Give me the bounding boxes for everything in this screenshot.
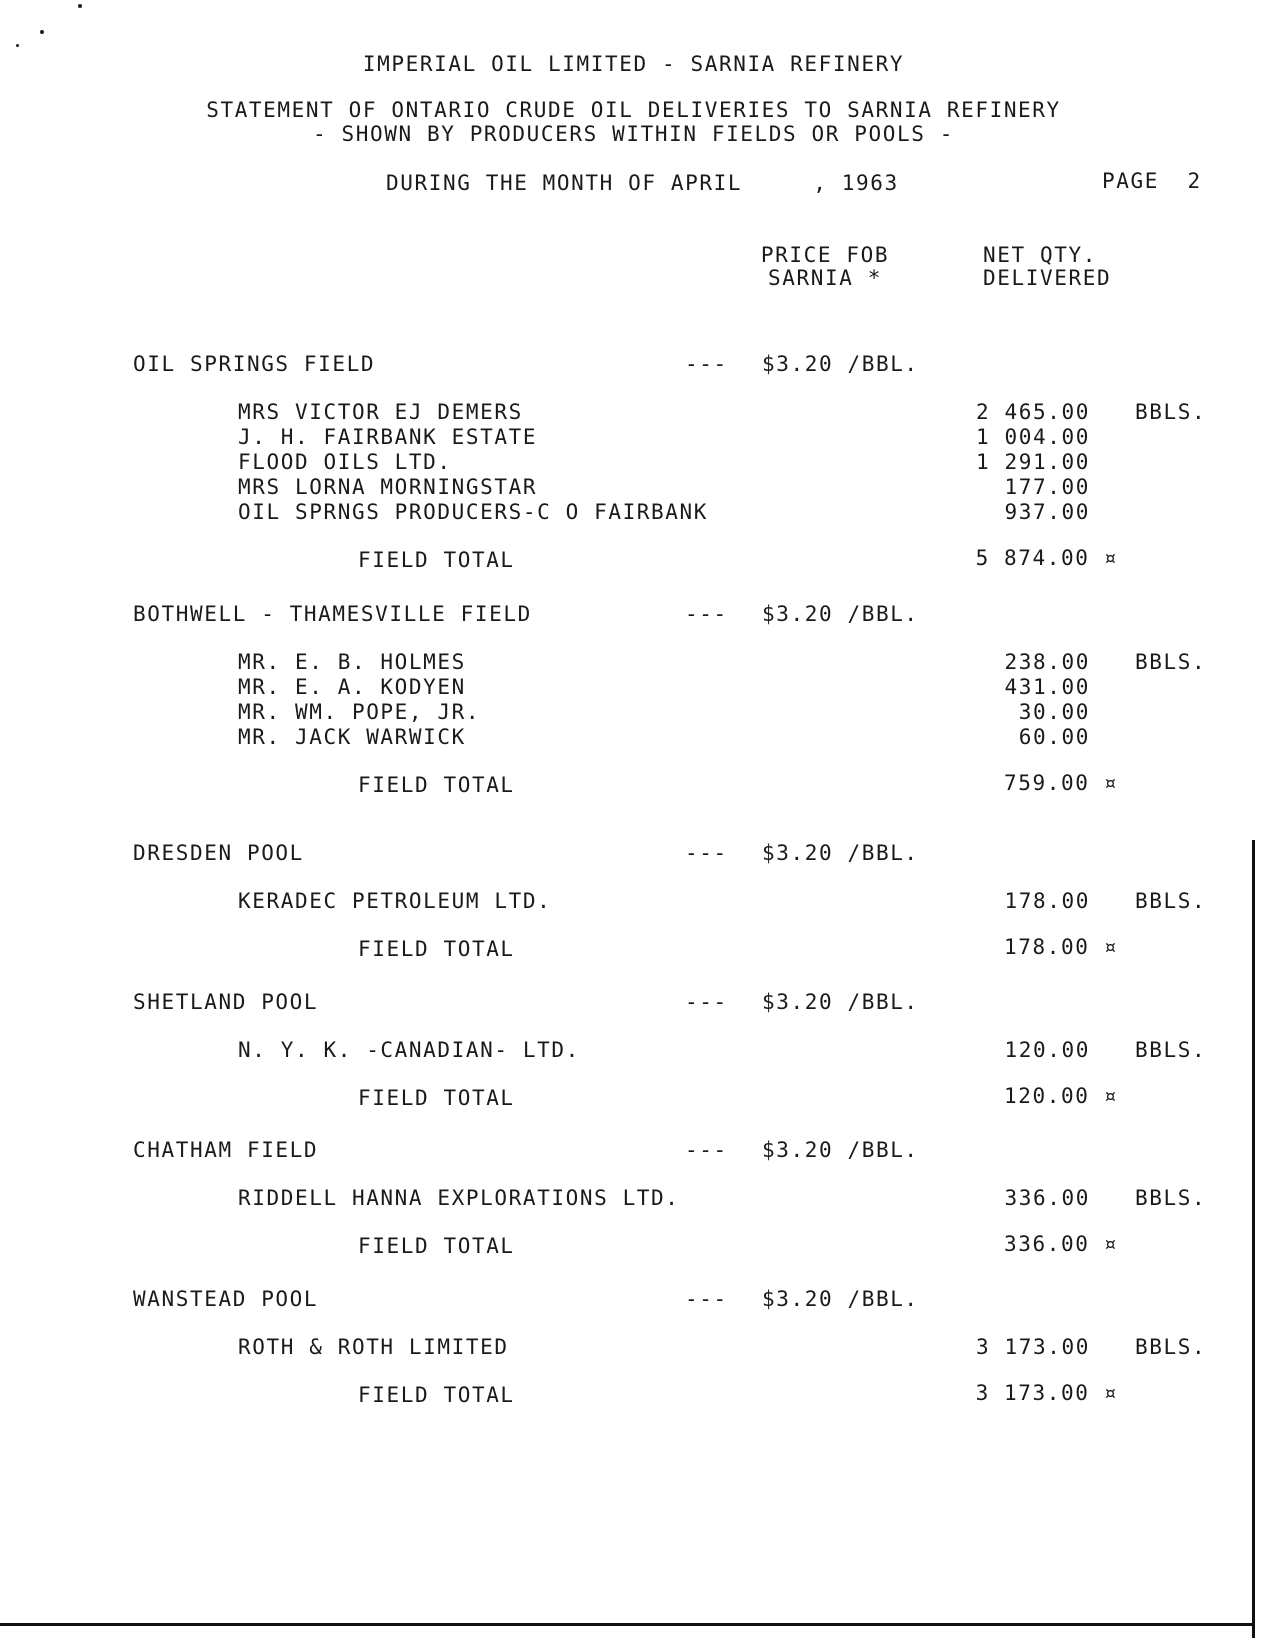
producer-qty: 60.00: [1018, 725, 1090, 749]
field-name: SHETLAND POOL: [133, 990, 319, 1014]
producer-name: J. H. FAIRBANK ESTATE: [238, 425, 538, 449]
producer-qty: 937.00: [1004, 500, 1090, 524]
producer-name: OIL SPRNGS PRODUCERS-C O FAIRBANK: [238, 500, 709, 524]
producer-name: MRS VICTOR EJ DEMERS: [238, 400, 523, 424]
producer-qty: 336.00: [1004, 1186, 1090, 1210]
field-dashes: ---: [685, 841, 728, 865]
producer-name: MR. JACK WARWICK: [238, 725, 466, 749]
reporting-period: DURING THE MONTH OF APRIL , 1963: [386, 171, 899, 195]
producer-qty: 431.00: [1004, 675, 1090, 699]
producer-name: MR. WM. POPE, JR.: [238, 700, 481, 724]
statement-subtitle: - SHOWN BY PRODUCERS WITHIN FIELDS OR POOLS -: [313, 122, 954, 146]
producer-name: FLOOD OILS LTD.: [238, 450, 452, 474]
statement-title: STATEMENT OF ONTARIO CRUDE OIL DELIVERIES TO SARNIA REFINERY: [206, 98, 1061, 122]
price-column-header-line2: SARNIA *: [768, 266, 882, 290]
producer-name: KERADEC PETROLEUM LTD.: [238, 889, 552, 913]
producer-qty: 177.00: [1004, 475, 1090, 499]
field-name: BOTHWELL - THAMESVILLE FIELD: [133, 602, 532, 626]
field-total-label: FIELD TOTAL: [358, 1086, 515, 1110]
producer-name: MRS LORNA MORNINGSTAR: [238, 475, 538, 499]
scan-edge-right: [1252, 840, 1255, 1638]
producer-qty: 1 291.00: [976, 450, 1090, 474]
field-price: $3.20 /BBL.: [762, 841, 919, 865]
field-total-value: 178.00 ¤: [1004, 935, 1118, 959]
unit-label: BBLS.: [1135, 1186, 1207, 1210]
field-name: DRESDEN POOL: [133, 841, 304, 865]
producer-name: RIDDELL HANNA EXPLORATIONS LTD.: [238, 1186, 680, 1210]
field-total-label: FIELD TOTAL: [358, 1383, 515, 1407]
producer-name: MR. E. B. HOLMES: [238, 650, 466, 674]
unit-label: BBLS.: [1135, 1335, 1207, 1359]
unit-label: BBLS.: [1135, 650, 1207, 674]
scan-speck: [78, 4, 82, 8]
field-price: $3.20 /BBL.: [762, 1287, 919, 1311]
field-total-label: FIELD TOTAL: [358, 937, 515, 961]
page-number: PAGE 2: [1102, 169, 1202, 193]
field-total-value: 120.00 ¤: [1004, 1084, 1118, 1108]
price-column-header-line1: PRICE FOB: [760, 243, 890, 267]
scan-edge-bottom: [0, 1623, 1255, 1626]
producer-qty: 3 173.00: [976, 1335, 1090, 1359]
field-dashes: ---: [685, 1287, 728, 1311]
field-price: $3.20 /BBL.: [762, 1138, 919, 1162]
producer-qty: 1 004.00: [976, 425, 1090, 449]
unit-label: BBLS.: [1135, 400, 1207, 424]
producer-qty: 238.00: [1004, 650, 1090, 674]
field-price: $3.20 /BBL.: [762, 990, 919, 1014]
unit-label: BBLS.: [1135, 889, 1207, 913]
field-dashes: ---: [685, 602, 728, 626]
field-total-label: FIELD TOTAL: [358, 773, 515, 797]
unit-label: BBLS.: [1135, 1038, 1207, 1062]
field-dashes: ---: [685, 1138, 728, 1162]
producer-qty: 178.00: [1004, 889, 1090, 913]
field-dashes: ---: [685, 352, 728, 376]
field-name: CHATHAM FIELD: [133, 1138, 319, 1162]
producer-name: N. Y. K. -CANADIAN- LTD.: [238, 1038, 580, 1062]
field-name: WANSTEAD POOL: [133, 1287, 319, 1311]
field-total-value: 5 874.00 ¤: [975, 546, 1118, 570]
field-total-label: FIELD TOTAL: [358, 548, 515, 572]
field-total-value: 336.00 ¤: [1004, 1232, 1118, 1256]
company-title: IMPERIAL OIL LIMITED - SARNIA REFINERY: [362, 52, 905, 76]
field-total-label: FIELD TOTAL: [358, 1234, 515, 1258]
producer-qty: 120.00: [1004, 1038, 1090, 1062]
field-name: OIL SPRINGS FIELD: [133, 352, 376, 376]
qty-column-header-line2: DELIVERED: [983, 266, 1112, 290]
field-total-value: 3 173.00 ¤: [975, 1381, 1118, 1405]
qty-column-header-line1: NET QTY.: [983, 243, 1097, 267]
field-price: $3.20 /BBL.: [762, 352, 919, 376]
producer-name: ROTH & ROTH LIMITED: [238, 1335, 509, 1359]
producer-qty: 2 465.00: [976, 400, 1090, 424]
field-total-value: 759.00 ¤: [1004, 771, 1118, 795]
producer-name: MR. E. A. KODYEN: [238, 675, 466, 699]
scan-speck: [16, 44, 19, 47]
field-price: $3.20 /BBL.: [762, 602, 919, 626]
field-dashes: ---: [685, 990, 728, 1014]
scan-speck: [40, 30, 44, 34]
producer-qty: 30.00: [1018, 700, 1090, 724]
